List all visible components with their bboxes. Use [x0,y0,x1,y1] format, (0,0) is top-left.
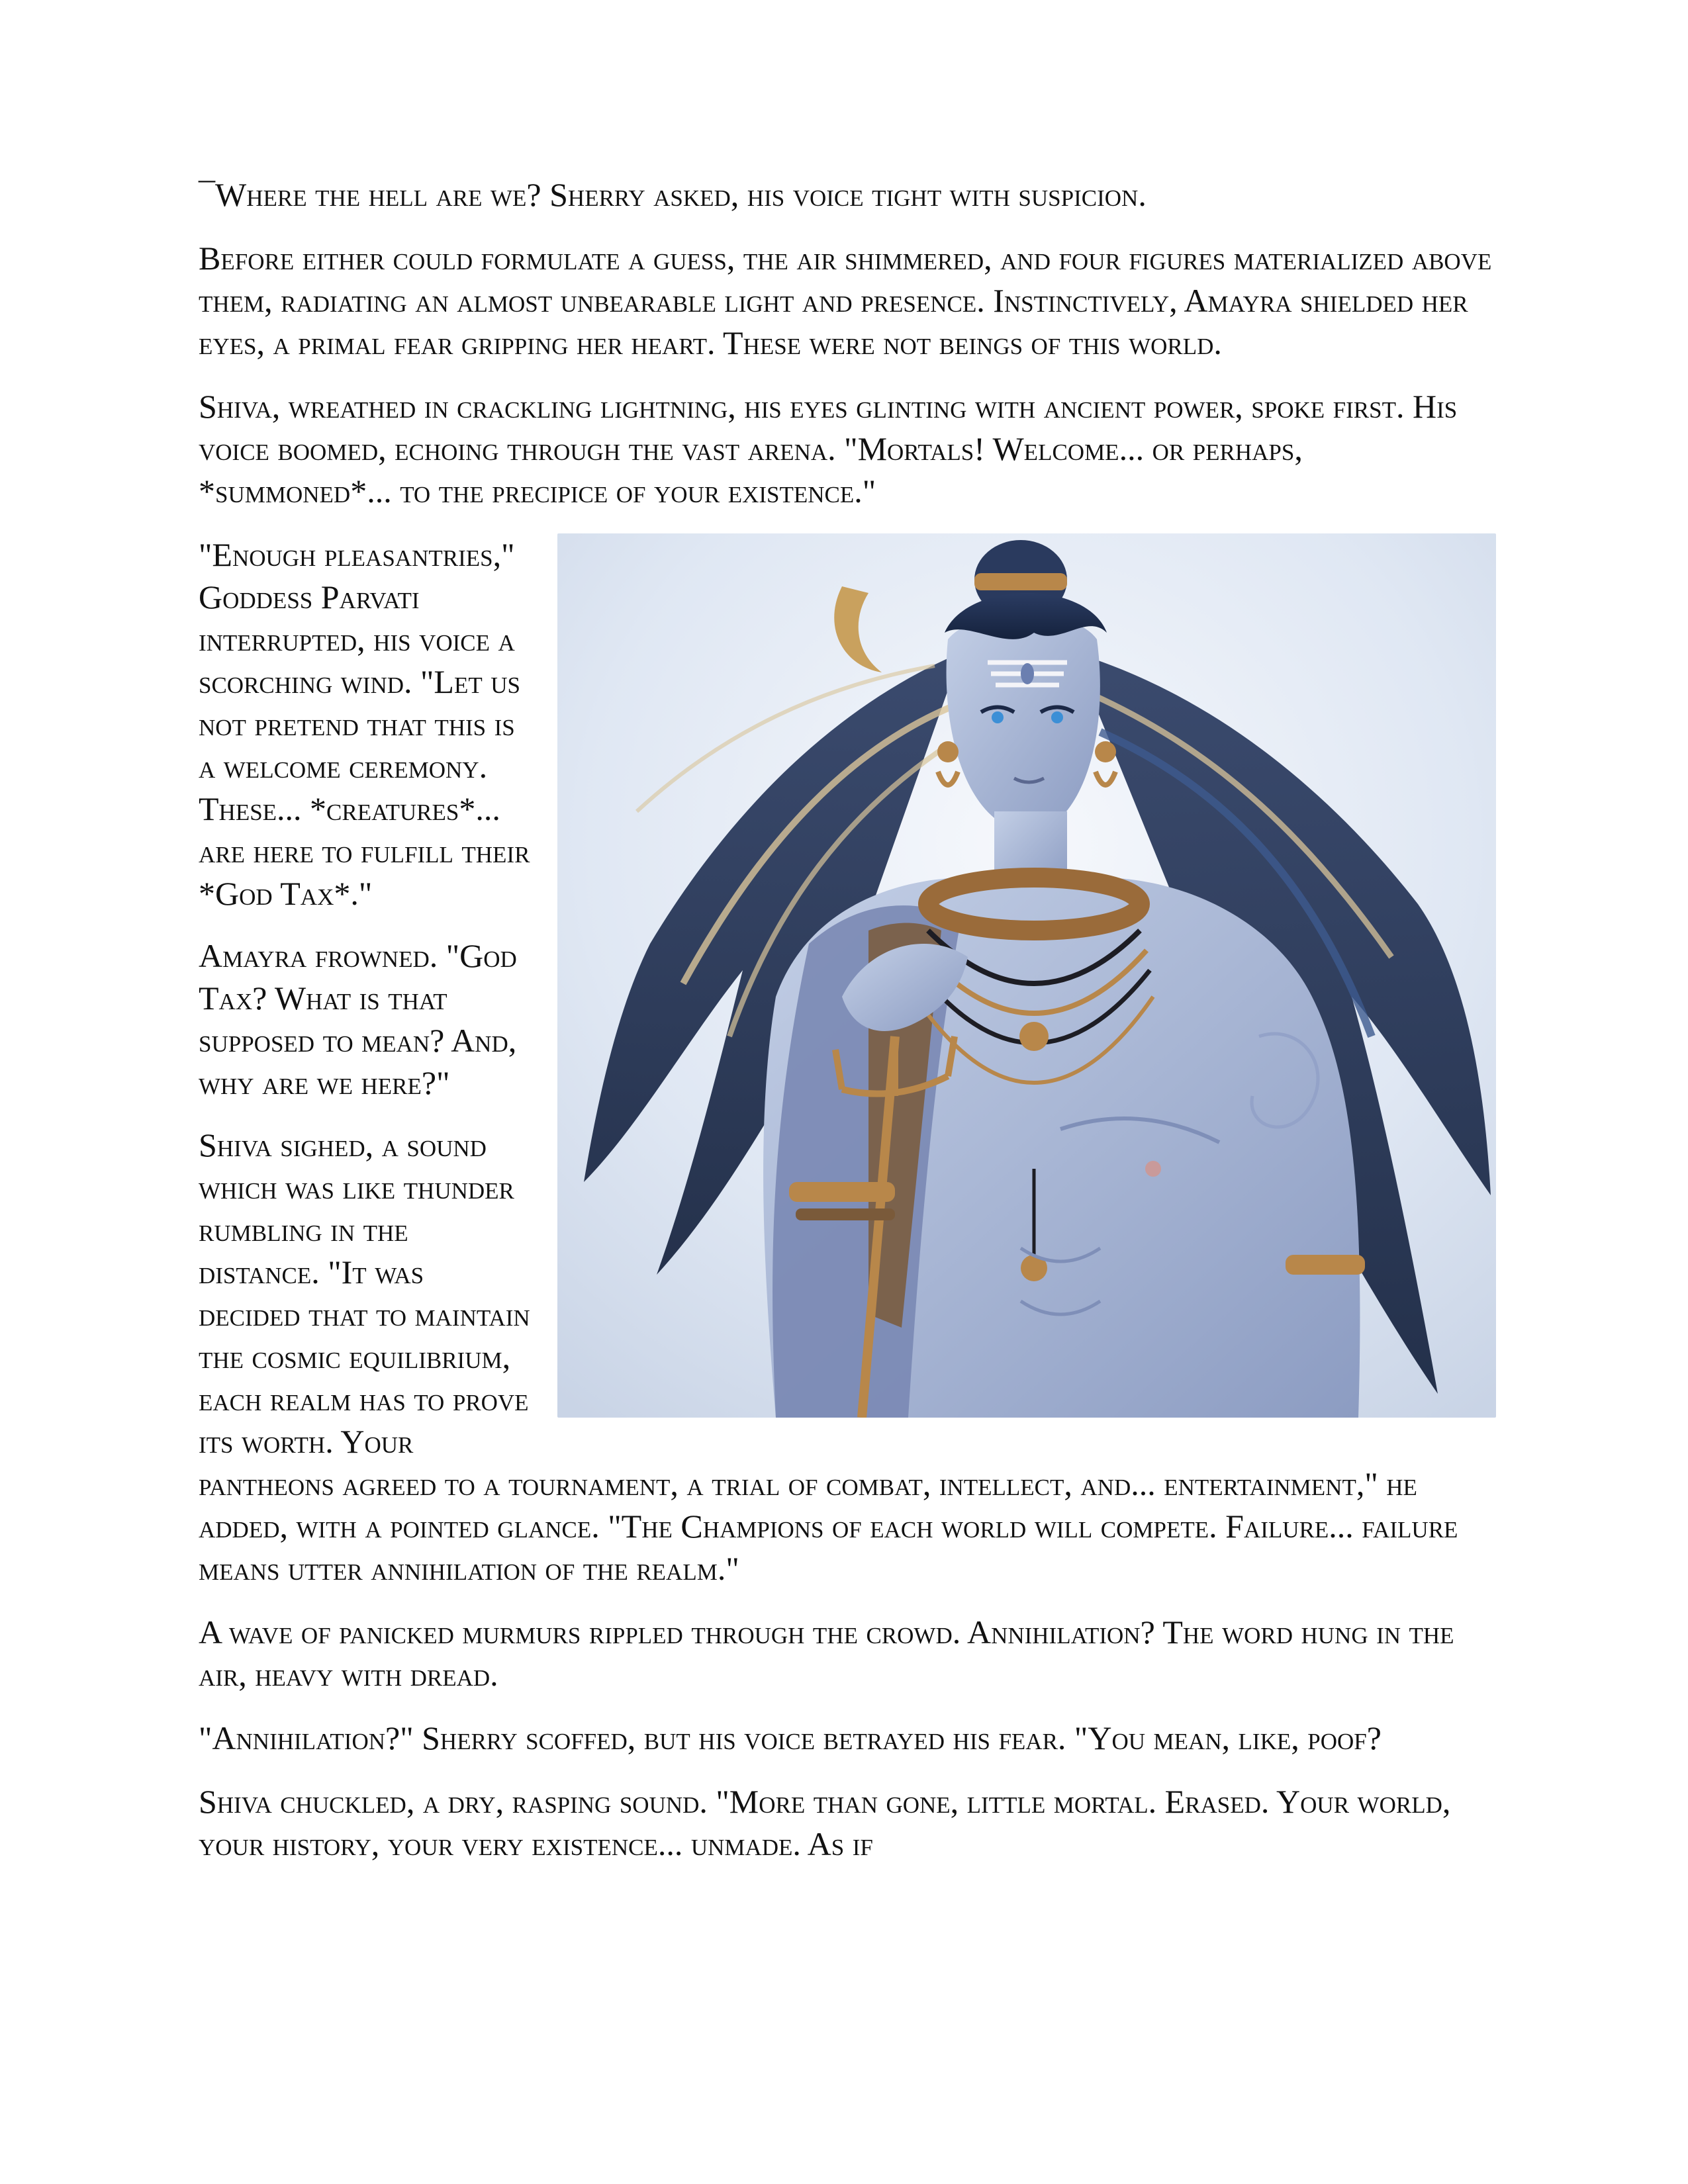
paragraph-1: ¯Where the hell are we? Sherry asked, his voice tight with suspicion. [199,176,1147,213]
paragraph-9: Shiva chuckled, a dry, rasping sound. "More than gone, little mortal. Erased. Your world, your history, your very existence... unmade. As if [199,1783,1451,1862]
paragraph-2: Before either could formulate a guess, the air shimmered, and four figures materialized above them, radiating an almost unbearable light and presence. Instinctively, Amayra shielded her eyes, a primal fear gripping her heart. These were not beings of this world. [199,240,1492,361]
paragraph-5: Amayra frowned. "God Tax? What is that supposed to mean? And, why are we here?" [199,937,517,1101]
paragraph-3: Shiva, wreathed in crackling lightning, his eyes glinting with ancient power, spoke first. His voice boomed, echoing through the vast arena. "Mortals! Welcome... or perhaps, *summoned*... to the precipice of your existence." [199,388,1458,510]
paragraph-8: "Annihilation?" Sherry scoffed, but his voice betrayed his fear. "You mean, like, poof? [199,1719,1382,1756]
paragraph-4: "Enough pleasantries," Goddess Parvati interrupted, his voice a scorching wind. "Let us not pretend that this is a welcome ceremony. These... *creatures*... are here to fulfill their *God Tax*." [199,536,530,912]
shiva-illustration [557,533,1496,1418]
paragraph-7: A wave of panicked murmurs rippled through the crowd. Annihilation? The word hung in the air, heavy with dread. [199,1614,1454,1693]
story-text [199,173,1496,1886]
paragraph-6: Shiva sighed, a sound which was like thunder rumbling in the distance. "It was decided that to maintain the cosmic equilibrium, each realm has to prove its worth. Your pantheons agreed to a tournament, a trial of combat, intellect, and... entertainment," he added, with a pointed glance. "The Champions of each world will compete. Failure... failure means utter annihilation of the realm." [199,1126,1458,1587]
